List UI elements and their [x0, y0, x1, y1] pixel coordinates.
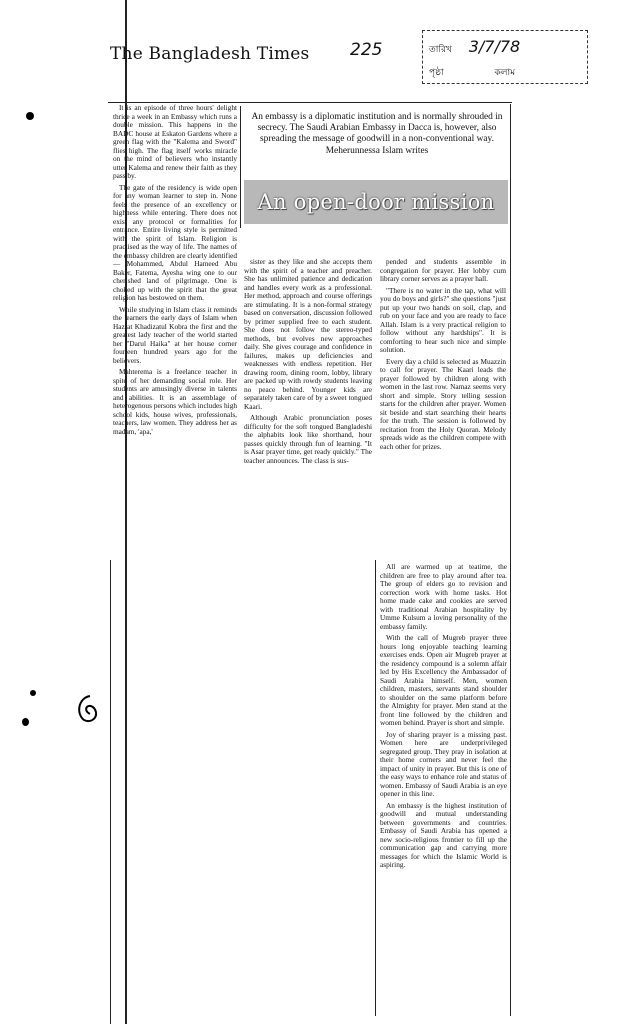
- clipping-border: [510, 104, 511, 560]
- archive-stamp: [422, 30, 588, 84]
- paragraph: While studying in Islam class it reminds the learners the early days of Islam when Hazrat Khadizatul Kobra the first and the greatest lady teacher of the world started her "Darul Haika" at her house corner fourteen hundred years ago for the believers.: [113, 304, 237, 365]
- scan-speck: [22, 718, 29, 726]
- article-column-1: [113, 104, 237, 558]
- scan-edge-line: [110, 560, 111, 1024]
- headline-banner: [244, 180, 508, 224]
- byline: Meherunnessa Islam writes: [325, 146, 429, 156]
- paragraph: Mahterema is a freelance teacher in spite of her demanding social role. Her students are amusingly diverse in talents and abilities. It is an assemblage of heterogenous persons which includes high school kids, house wives, professionals, teachers, law women. They address her as madam, 'apa,': [113, 367, 237, 436]
- page-number: 225: [350, 40, 383, 60]
- paragraph: Joy of sharing prayer is a missing past. Women here are underprivileged segregated group. They pray in isolation at their home corners and never feel the impact of unity in prayer. But this is one of the easy ways to enhance role and status of women. Embassy of Saudi Arabia is an eye opener in this line.: [380, 729, 507, 798]
- deck-text: An embassy is a diplomatic institution and is normally shrouded in secrecy. The Saudi Arabian Embassy in Dacca is, however, also spreading the message of goodwill in a non-conventional way.: [251, 112, 503, 144]
- stamp-page-label: পৃষ্ঠা: [429, 68, 444, 78]
- paragraph: With the call of Mugreb prayer three hours long enjoyable teaching learning exercises ends. Open air Mugreb prayer at the residency compound is a solemn affair led by His Excellency the Ambassador of Saudi Arabia himself. Men, women children, masters, servants stand shoulder to shoulder on the same platform before the Almighty for prayer. Men stand at the front line followed by the children and women behind. Prayer is short and simple.: [380, 633, 507, 727]
- clipping-border: [108, 102, 512, 103]
- stamp-date-value: 3/7/78: [468, 37, 521, 56]
- paragraph: Although Arabic pronunciation poses difficulty for the soft tongued Bangladeshi the alphabits look like shorthand, hour passes quickly through fun of learning. "It is Asar prayer time, get ready quickly." The teacher announces. The class is sus-: [244, 413, 372, 465]
- paragraph: An embassy is the highest institution of goodwill and mutual understanding between governments and countries. Embassy of Saudi Arabia has opened a new socio-religious frontier to fill up the communication gap and carrying more messages for which the Islamic World is aspiring.: [380, 800, 507, 869]
- clipping-border: [510, 560, 511, 1016]
- paragraph: "There is no water in the tap, what will you do boys and girls?" she questions "just put up your two hands on soil, clap, and rub on your face and you are ready to face Allah. Islam is a very practical religion to follow without any hardships". It is comforting to hear such nice and simple solution.: [380, 285, 506, 354]
- paragraph: Every day a child is selected as Muazzin to call for prayer. The Kaari leads the prayer followed by children along with women in the last row. Namaz seems very short and simple. Story telling session starts for the children after prayer. Women sit beside and start searching their hearts for the truth. The session is followed by recitation from the Holy Quoran. Melody spreads wide as the children compete with each other for prizes.: [380, 356, 506, 451]
- scan-speck: [26, 112, 34, 120]
- stamp-column-label: কলাম: [494, 68, 516, 78]
- stamp-date-label: তারিখ: [429, 45, 452, 55]
- article-column-2: [244, 258, 372, 558]
- headline: An open-door mission: [257, 190, 495, 214]
- article-deck: [246, 112, 508, 157]
- paragraph: pended and students assemble in congregation for prayer. Her lobby cum library corner serves as a prayer hall.: [380, 258, 506, 283]
- paragraph: sister as they like and she accepts them with the spirit of a teacher and preacher. She has unlimited patience and dedication and handles every work as a professional. Her method, approach and course offerings are stimulating. It is a non-formal strategy based on conversation, discussion followed by primer supplied free to each student. She does not follow the stereo-typed methods, but evolves new approaches daily. She gives courage and confidence in failures, makes up deficiencies and weaknesses with endless repetition. Her drawing room, dining room, lobby, library are packed up with rowdy students leaving no peace behind. Younger kids are separately taken care of by a sweet tongued Kaari.: [244, 258, 372, 411]
- masthead-title: The Bangladesh Times: [110, 44, 310, 64]
- paragraph: All are warmed up at teatime, the children are free to play around after tea. The group of elders go to revision and correction work with home tasks. Hot home made cake and cookies are served with traditional Arabian hospitality by Umme Kulsum a loving personality of the embassy family.: [380, 563, 507, 631]
- ink-scribble: [70, 690, 110, 730]
- article-column-3: [380, 258, 506, 558]
- clipping-border: [240, 106, 241, 228]
- article-column-4: [380, 563, 507, 1015]
- paragraph: The gate of the residency is wide open for any woman learner to step in. None feels the presence of an excellency or highness while entering. There does not exist any protocol or formalities for entrance. Entire living style is permitted with the spirit of Islam. Religion is practised as the way of life. The names of the embassy children are clearly identified — Mohammed, Abdul Hameed Abu Baker, Fatema, Ayesha wing one to our cherished land of pilgrimage. One is choked up with the spirit that the great religion has bestowed on them.: [113, 182, 237, 302]
- scan-speck: [30, 690, 36, 696]
- paragraph: It is an episode of three hours' delight thrice a week in an Embassy which runs a double mission. This happens in the BADC house at Eskaton Gardens where a green flag with the "Kalema and Sword" flies high. The flag itself works miracle on the mind of believers who instantly utter Kalema and renew their faith as they pass by.: [113, 104, 237, 180]
- clipping-border: [375, 560, 376, 1016]
